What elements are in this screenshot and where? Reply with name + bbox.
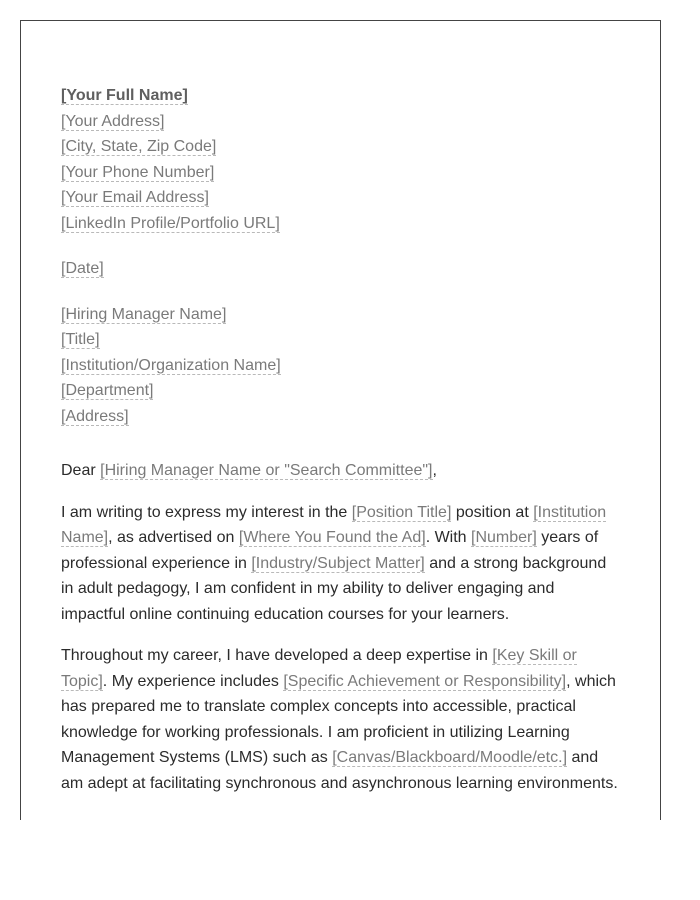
institution-name-field[interactable]: Name] bbox=[61, 529, 109, 546]
paragraph-text: has prepared me to translate complex concepts into accessible, practical bbox=[61, 698, 576, 715]
paragraph-text: I am writing to express my interest in the bbox=[61, 503, 352, 521]
paragraph-text: Management Systems (LMS) such as bbox=[61, 749, 333, 766]
sender-block bbox=[61, 83, 631, 236]
paragraph-experience bbox=[61, 643, 631, 796]
sender-name-field[interactable]: [Your Full Name] bbox=[61, 87, 188, 104]
recipient-department-field[interactable]: [Department] bbox=[61, 382, 154, 399]
recipient-address-field[interactable]: [Address] bbox=[61, 407, 129, 425]
sender-phone-field[interactable]: [Your Phone Number] bbox=[61, 163, 215, 181]
recipient-organization-field[interactable]: [Institution/Organization Name] bbox=[61, 356, 281, 374]
position-title-field[interactable]: [Position Title] bbox=[351, 503, 452, 521]
paragraph-text: years of bbox=[536, 529, 599, 546]
achievement-field[interactable]: [Specific Achievement or Responsibility] bbox=[283, 672, 567, 690]
sender-linkedin-field[interactable]: [LinkedIn Profile/Portfolio URL] bbox=[61, 214, 280, 232]
paragraph-text: , as advertised on bbox=[108, 529, 239, 546]
salutation-suffix: , bbox=[432, 462, 437, 479]
paragraph-text: am adept at facilitating synchronous and asynchronous learning environments. bbox=[61, 774, 618, 792]
ad-source-field[interactable]: [Where You Found the Ad] bbox=[238, 529, 426, 546]
date-block bbox=[61, 256, 631, 282]
institution-name-field[interactable]: [Institution bbox=[533, 503, 607, 521]
recipient-block bbox=[61, 302, 631, 430]
industry-field[interactable]: [Industry/Subject Matter] bbox=[251, 554, 425, 572]
sender-email-field[interactable]: [Your Email Address] bbox=[61, 189, 209, 206]
date-field[interactable]: [Date] bbox=[61, 260, 104, 277]
letter-body bbox=[61, 83, 631, 796]
key-skill-field[interactable]: Topic] bbox=[61, 672, 103, 690]
salutation-prefix: Dear bbox=[61, 462, 101, 479]
paragraph-text: Throughout my career, I have developed a deep expertise in bbox=[61, 647, 493, 664]
paragraph-text: and a strong background bbox=[424, 554, 607, 572]
sender-address-field[interactable]: [Your Address] bbox=[61, 112, 165, 130]
years-number-field[interactable]: [Number] bbox=[471, 529, 537, 546]
paragraph-text: position at bbox=[451, 503, 534, 521]
recipient-name-field[interactable]: [Hiring Manager Name] bbox=[61, 305, 227, 323]
document-page bbox=[20, 20, 661, 820]
sender-city-field[interactable]: [City, State, Zip Code] bbox=[61, 138, 217, 155]
paragraph-text: , which bbox=[566, 672, 616, 690]
recipient-title-field[interactable]: [Title] bbox=[61, 331, 100, 348]
paragraph-text: in adult pedagogy, I am confident in my ability to deliver engaging and bbox=[61, 580, 555, 597]
paragraph-text: impactful online continuing education courses for your learners. bbox=[61, 605, 510, 623]
paragraph-intro bbox=[61, 500, 631, 628]
paragraph-text: . With bbox=[425, 529, 472, 546]
paragraph-text: and bbox=[567, 749, 599, 766]
paragraph-text: . My experience includes bbox=[102, 672, 284, 690]
lms-field[interactable]: [Canvas/Blackboard/Moodle/etc.] bbox=[332, 749, 568, 766]
salutation-name-field[interactable]: [Hiring Manager Name or "Search Committee"] bbox=[100, 462, 433, 479]
paragraph-text: knowledge for working professionals. I am proficient in utilizing Learning bbox=[61, 723, 570, 741]
paragraph-text: professional experience in bbox=[61, 554, 252, 572]
salutation bbox=[61, 458, 631, 484]
key-skill-field[interactable]: [Key Skill or bbox=[492, 647, 577, 664]
